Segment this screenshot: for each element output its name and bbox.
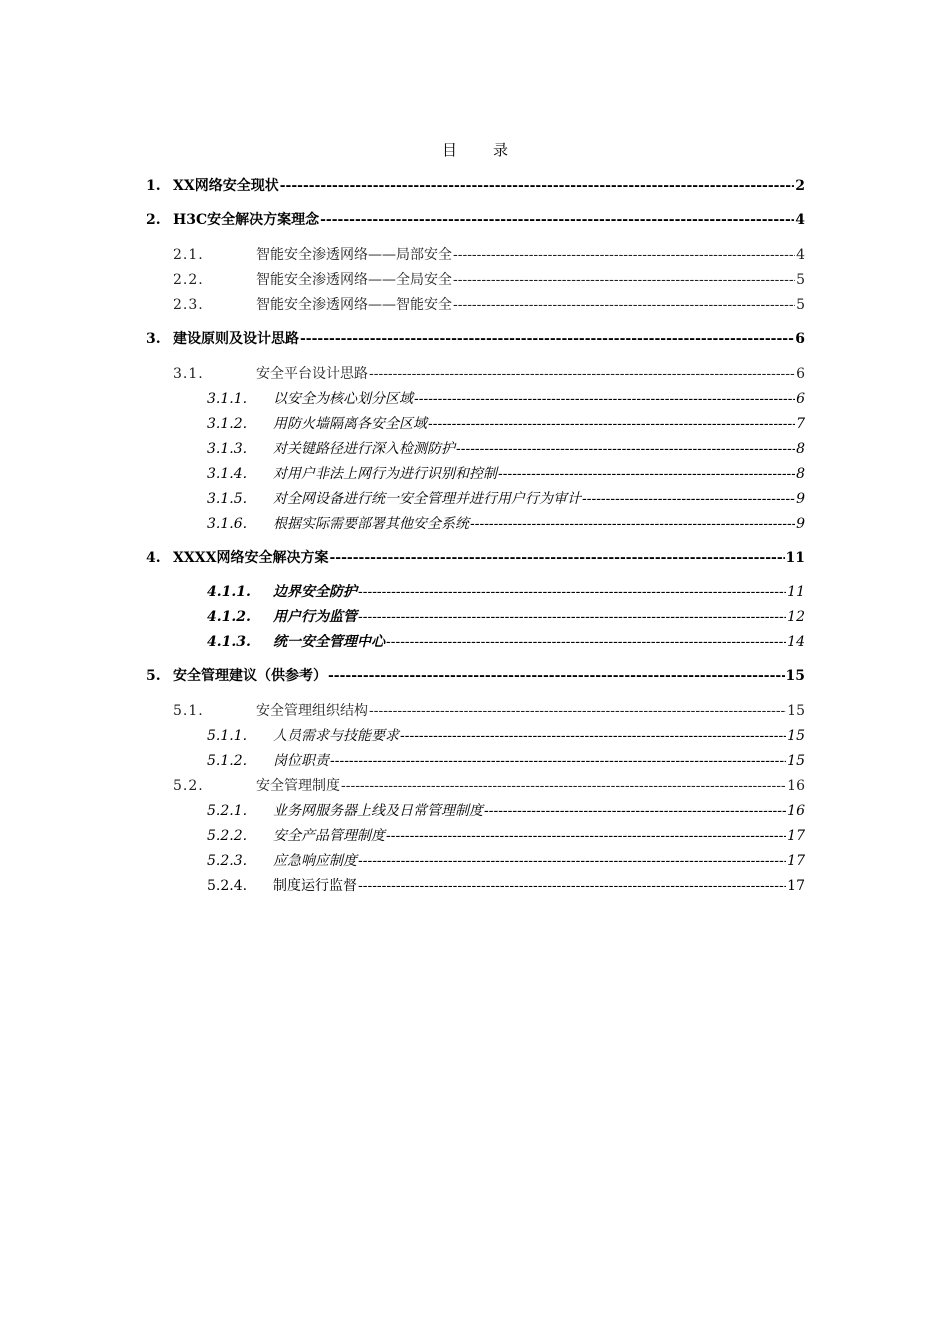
toc-entry-row [273, 414, 805, 434]
toc-entry-row [273, 607, 805, 627]
toc-entry-page-number: 17 [787, 828, 805, 844]
toc-entry[interactable] [0, 726, 950, 746]
toc-entry-number: 5.2.3. [207, 853, 248, 869]
toc-entry-label: 统一安全管理中心 [273, 634, 385, 650]
toc-entry-number: 3.1. [173, 366, 204, 382]
toc-entry-page-number: 17 [787, 853, 805, 869]
toc-entry-label: 边界安全防护 [273, 584, 357, 600]
toc-entry-number: 3.1.2. [207, 416, 248, 432]
toc-entry[interactable] [0, 270, 950, 290]
toc-entry-label: 安全管理制度 [256, 778, 340, 794]
toc-dot-leader [330, 751, 786, 771]
toc-entry-page-number: 16 [787, 778, 805, 794]
toc-entry-label: 智能安全渗透网络——全局安全 [256, 272, 452, 288]
toc-entry-number: 2. [146, 212, 161, 228]
toc-entry-number: 4.1.3. [207, 634, 251, 650]
toc-dot-leader [582, 489, 795, 509]
toc-dot-leader [400, 726, 786, 746]
toc-entry-number: 4. [146, 550, 161, 566]
toc-entry-page-number: 9 [796, 491, 805, 507]
toc-entry-label: 智能安全渗透网络——智能安全 [256, 297, 452, 313]
toc-entry-page-number: 6 [796, 391, 805, 407]
toc-dot-leader [358, 607, 786, 627]
toc-entry-row [173, 329, 805, 349]
toc-entry-number: 5.1.2. [207, 753, 248, 769]
toc-entry[interactable] [0, 489, 950, 509]
toc-entry-label: 对关键路径进行深入检测防护 [273, 441, 455, 457]
toc-entry-page-number: 14 [787, 634, 805, 650]
toc-entry-page-number: 6 [795, 331, 805, 347]
toc-entry[interactable] [0, 210, 950, 230]
toc-entry-row [273, 876, 805, 896]
toc-entry-number: 2.1. [173, 247, 204, 263]
toc-dot-leader [369, 364, 795, 384]
toc-entry[interactable] [0, 548, 950, 568]
toc-entry[interactable] [0, 751, 950, 771]
toc-entry-row [256, 270, 805, 290]
toc-entry-number: 3. [146, 331, 161, 347]
toc-entry[interactable] [0, 801, 950, 821]
toc-entry-page-number: 17 [787, 878, 805, 894]
toc-entry-page-number: 15 [787, 728, 805, 744]
toc-entry-row [273, 826, 805, 846]
toc-dot-leader [386, 632, 786, 652]
toc-entry[interactable] [0, 439, 950, 459]
toc-entry-row [173, 210, 805, 230]
toc-entry-row [273, 632, 805, 652]
toc-entry-label: 以安全为核心划分区域 [273, 391, 413, 407]
toc-entry-label: 对全网设备进行统一安全管理并进行用户行为审计 [273, 491, 581, 507]
toc-entry-page-number: 5 [796, 297, 805, 313]
toc-entry-number: 3.1.5. [207, 491, 248, 507]
toc-entry-number: 5. [146, 668, 161, 684]
toc-entry[interactable] [0, 176, 950, 196]
toc-entry-label: 建设原则及设计思路 [173, 331, 299, 347]
toc-entry-number: 5.1.1. [207, 728, 248, 744]
toc-entry-number: 5.2. [173, 778, 204, 794]
toc-entry-page-number: 2 [795, 178, 805, 194]
toc-entry-page-number: 8 [796, 466, 805, 482]
toc-entry[interactable] [0, 295, 950, 315]
toc-entry-label: XX网络安全现状 [173, 178, 279, 194]
toc-entry-label: 安全平台设计思路 [256, 366, 368, 382]
toc-entry-page-number: 7 [796, 416, 805, 432]
toc-entry-label: H3C安全解决方案理念 [173, 212, 320, 228]
toc-dot-leader [320, 210, 794, 230]
toc-entry-page-number: 8 [796, 441, 805, 457]
toc-entry-row [173, 548, 805, 568]
toc-dot-leader [280, 176, 795, 196]
toc-entry[interactable] [0, 582, 950, 602]
toc-dot-leader [328, 666, 785, 686]
toc-entry-row [173, 176, 805, 196]
toc-entry[interactable] [0, 607, 950, 627]
toc-dot-leader [498, 464, 795, 484]
toc-entry-label: 用户行为监管 [273, 609, 357, 625]
toc-title-char-2: 录 [493, 141, 509, 159]
toc-entry[interactable] [0, 876, 950, 896]
toc-entry[interactable] [0, 414, 950, 434]
toc-entry-page-number: 4 [796, 247, 805, 263]
toc-dot-leader [329, 548, 784, 568]
toc-entry[interactable] [0, 389, 950, 409]
toc-entry-row [273, 851, 805, 871]
toc-entry-number: 5.2.4. [207, 878, 248, 894]
toc-entry-row [256, 776, 805, 796]
toc-entry-number: 5.2.2. [207, 828, 248, 844]
toc-entry[interactable] [0, 701, 950, 721]
toc-entry-number: 3.1.4. [207, 466, 248, 482]
toc-dot-leader [341, 776, 786, 796]
toc-entry-label: 人员需求与技能要求 [273, 728, 399, 744]
toc-entry-number: 5.1. [173, 703, 204, 719]
toc-dot-leader [453, 295, 795, 315]
toc-entry-number: 1. [146, 178, 161, 194]
toc-entry-row [256, 295, 805, 315]
toc-entry-row [256, 364, 805, 384]
toc-dot-leader [358, 582, 786, 602]
toc-entry-page-number: 16 [787, 803, 805, 819]
toc-entry-row [256, 701, 805, 721]
toc-entry-row [273, 439, 805, 459]
toc-entry[interactable] [0, 851, 950, 871]
toc-entry-label: 制度运行监督 [273, 878, 357, 894]
toc-dot-leader [428, 414, 795, 434]
toc-entry[interactable] [0, 826, 950, 846]
toc-entry-label: 根据实际需要部署其他安全系统 [273, 516, 469, 532]
toc-entry-row [273, 489, 805, 509]
toc-entry[interactable] [0, 514, 950, 534]
toc-entry-row [273, 389, 805, 409]
toc-entry[interactable] [0, 245, 950, 265]
toc-entry-label: 对用户非法上网行为进行识别和控制 [273, 466, 497, 482]
toc-entry-label: 安全产品管理制度 [273, 828, 385, 844]
toc-entry-number: 3.1.3. [207, 441, 248, 457]
toc-entry-row [173, 666, 805, 686]
toc-title [0, 139, 950, 160]
toc-entry[interactable] [0, 464, 950, 484]
toc-entry-number: 2.3. [173, 297, 204, 313]
toc-entry-row [273, 801, 805, 821]
toc-entry-page-number: 6 [796, 366, 805, 382]
toc-entry[interactable] [0, 666, 950, 686]
toc-entry-number: 5.2.1. [207, 803, 248, 819]
toc-dot-leader [358, 851, 786, 871]
toc-entry-page-number: 4 [795, 212, 805, 228]
toc-entry-label: 智能安全渗透网络——局部安全 [256, 247, 452, 263]
toc-entry-number: 3.1.1. [207, 391, 248, 407]
toc-title-char-1: 目 [441, 141, 457, 159]
toc-entry-row [256, 245, 805, 265]
toc-dot-leader [386, 826, 786, 846]
toc-entry-label: 应急响应制度 [273, 853, 357, 869]
toc-dot-leader [456, 439, 795, 459]
toc-entry-row [273, 726, 805, 746]
toc-entry-page-number: 12 [787, 609, 805, 625]
toc-dot-leader [300, 329, 794, 349]
toc-entry-number: 4.1.2. [207, 609, 251, 625]
toc-entry-row [273, 751, 805, 771]
toc-dot-leader [484, 801, 786, 821]
toc-entry-label: 业务网服务器上线及日常管理制度 [273, 803, 483, 819]
toc-entry-page-number: 15 [785, 668, 805, 684]
toc-entry[interactable] [0, 329, 950, 349]
toc-entry-page-number: 15 [787, 753, 805, 769]
toc-entry-label: 安全管理组织结构 [256, 703, 368, 719]
toc-dot-leader [453, 245, 795, 265]
toc-dot-leader [470, 514, 795, 534]
toc-entry-row [273, 464, 805, 484]
toc-entry-row [273, 582, 805, 602]
toc-entry-page-number: 9 [796, 516, 805, 532]
toc-entry-page-number: 11 [787, 584, 805, 600]
toc-entry[interactable] [0, 364, 950, 384]
toc-entry-label: 用防火墙隔离各安全区域 [273, 416, 427, 432]
toc-entry[interactable] [0, 776, 950, 796]
toc-dot-leader [369, 701, 786, 721]
toc-entry-number: 2.2. [173, 272, 204, 288]
toc-entry-page-number: 11 [785, 550, 805, 566]
toc-entry-row [273, 514, 805, 534]
toc-entry-number: 3.1.6. [207, 516, 248, 532]
toc-entry-page-number: 15 [787, 703, 805, 719]
toc-dot-leader [414, 389, 795, 409]
toc-entry-page-number: 5 [796, 272, 805, 288]
toc-entry-number: 4.1.1. [207, 584, 251, 600]
toc-dot-leader [358, 876, 786, 896]
toc-entry[interactable] [0, 632, 950, 652]
toc-entry-label: 安全管理建议（供参考） [173, 668, 327, 684]
toc-entry-label: XXXX网络安全解决方案 [173, 550, 329, 566]
toc-dot-leader [453, 270, 795, 290]
toc-entry-label: 岗位职责 [273, 753, 329, 769]
